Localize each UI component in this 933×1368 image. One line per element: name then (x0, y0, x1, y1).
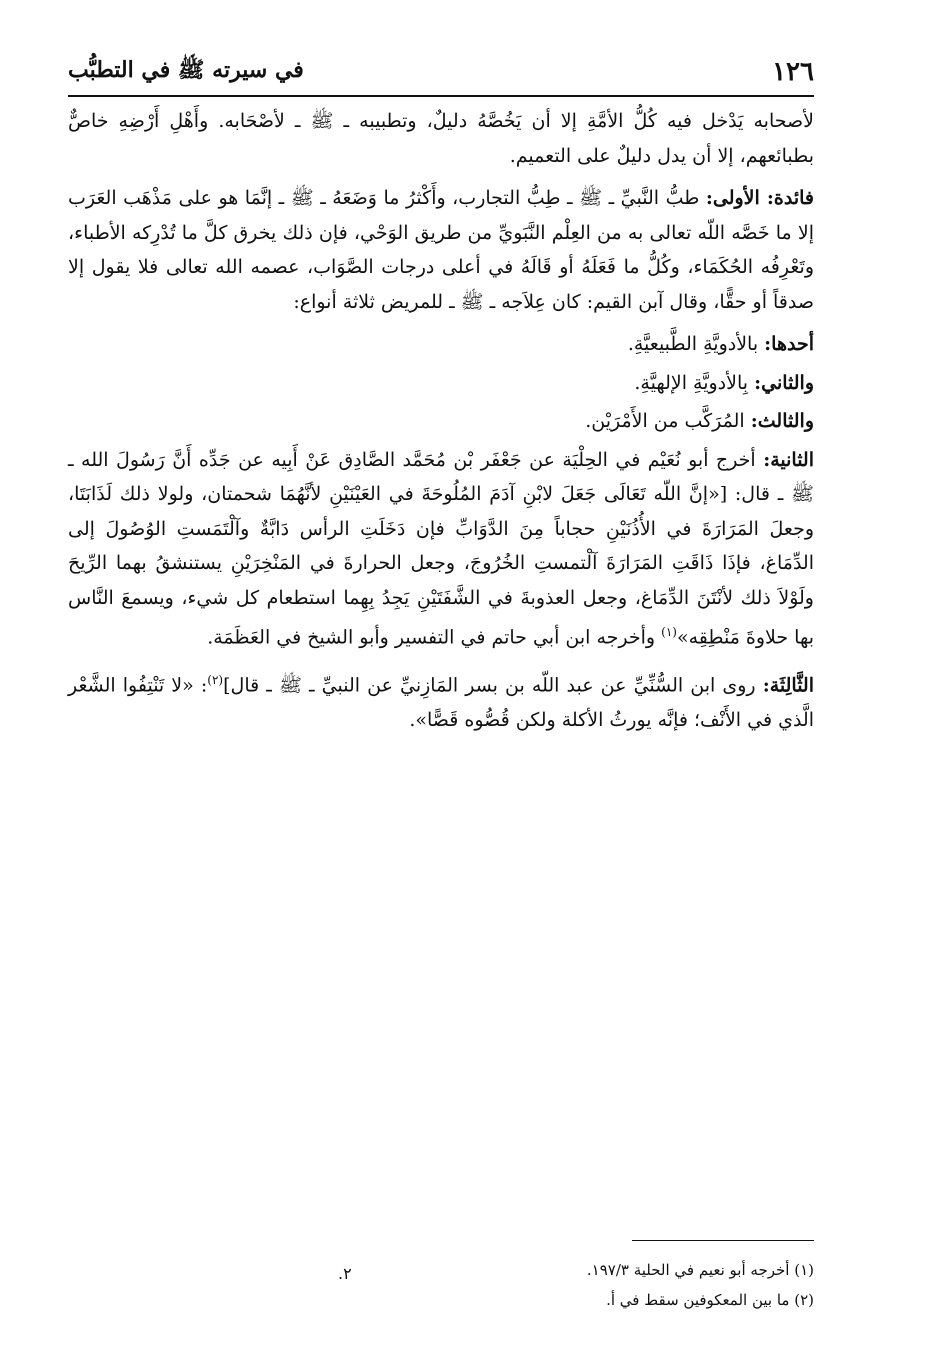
footnote-1: (١) أخرجه أبو نعيم في الحلية ١٩٧/٣. (586, 1261, 814, 1279)
second-benefit-text: أخرج أبو نُعَيْم في الحِلْيَة عن جَعْفَر بْن مُحَمَّد الصَّادِق عَنْ أَبِيه عن جَدِّه أَنَّ رَسُولَ الله ـ ﷺ ـ قال: [«إنَّ اللّه تَعَالَى جَعَلَ لابْنِ آدَمَ المُلُوحَةَ في العَيْنَيْنِ لأنَّهُمَا شحمتان، ولولا ذلك لَذَابَتَا، وجعلَ المَرَارَةَ في الأُذُنَيْنِ حجاباً مِنَ الدَّوَابِّ فإن دَخَلَتِ الرأس دَابَّةٌ وآلْتَمَستِ الوُصُولَ إلى الدِّمَاغ، فإذَا ذَاقَتِ المَرَارَةَ آلْتمستِ الخُرُوجَ، وجعل الحرارةَ في المَنْخِرَيْنِ يستنشقُ بهما الرِّيحَ ولَوْلاَ ذلك لأنْتَنَ الدِّمَاغ، وجعل العذوبةَ في الشَّفَتَيْنِ يَجِدُ بِهِما استطعام كل شيء، ويسمعَ النَّاس بها حلاوةَ مَنْطِقِه» (68, 448, 814, 649)
list-item-1-label: أحدها: (764, 333, 814, 355)
intro-text: لأصحابه يَدْخل فيه كُلُّ الأمَّةِ إلا أن يَخُصَّهُ دليلٌ، وتطبيبه ـ ﷺ ـ لأصْحَابه. وأَهْلِ أَرْضِهِ خاصٌّ بطبائعهم، إلا أن يدل دليلٌ على التعميم. (68, 110, 814, 167)
list-item-2-label: والثاني: (754, 371, 814, 394)
page-header (68, 52, 814, 92)
list-item-3 (68, 404, 814, 439)
first-benefit-label: فائدة: الأولى: (705, 187, 814, 209)
footnote-ref-1: (١) (661, 625, 677, 639)
intro-paragraph (68, 104, 814, 173)
third-benefit-label: الثَّالِثَة: (762, 674, 815, 697)
second-benefit-tail: وأخرجه ابن أبي حاتم في التفسير وأبو الشيخ في العَظَمَة. (207, 626, 662, 649)
first-benefit-text: طبُّ النَّبيِّ ـ ﷺ ـ طِبُّ التجارب، وأَكْثرُ ما وَضَعَهُ ـ ﷺ ـ إنَّمَا هو على مَذْهَب العَرَب إلا ما خَصَّه اللّه تعالى به من العِلْم النَّبَويِّ من طريق الوَحْي، فإن ذلك يخرق كلَّ ما تُدْرِكه الأطباء، وتَعْرِفُه الحُكَمَاء، وكُلُّ ما فَعَلَهُ أو قَالَهُ في أعلى درجات الصَّوَاب، عصمه الله تعالى فلا يقول إلا صدقاً أو حقًّا، وقال آبن القيم: كان عِلاَجه ـ ﷺ ـ للمريض ثلاثة أنواع: (68, 187, 814, 313)
second-benefit-label: الثانية: (763, 448, 814, 471)
third-benefit-tail: : «لا تَنْتِفُوا الشَّعْر الَّذي في الأَنْف؛ فإنَّه يورثُ الأكلة ولكن قُصُّوه قَصًّا». (68, 674, 814, 731)
footnote-rule (632, 1240, 814, 1241)
footnotes (450, 1255, 814, 1315)
footnote-ref-2: (٢) (207, 672, 224, 687)
third-benefit-text: روى ابن السُّنِّيِّ عن عبد اللّه بن بسر المَازِنيِّ عن النبيِّ ـ ﷺ ـ قال] (223, 674, 763, 697)
stray-mark: ٢. (338, 1264, 352, 1283)
second-benefit-paragraph (68, 443, 814, 655)
main-text (68, 104, 814, 745)
running-title: في سيرته ﷺ في التطبُّب (68, 57, 304, 83)
list-item-3-text: المُرَكَّب من الأَمْرَيْن. (585, 410, 751, 432)
footnote-2: (٢) ما بين المعكوفين سقط في أ. (606, 1291, 814, 1309)
header-rule (68, 95, 814, 97)
third-benefit-paragraph (68, 663, 814, 737)
list-item-1-text: بالأدويَّةِ الطَّبيعيَّةِ. (627, 333, 765, 355)
first-benefit-paragraph (68, 181, 814, 319)
list-item-1 (68, 327, 814, 362)
page-number: ١٢٦ (772, 57, 814, 87)
list-item-2 (68, 366, 814, 401)
list-item-2-text: بِالأدويَّةِ الإلهيَّةِ. (634, 371, 755, 394)
list-item-3-label: والثالث: (750, 410, 814, 432)
